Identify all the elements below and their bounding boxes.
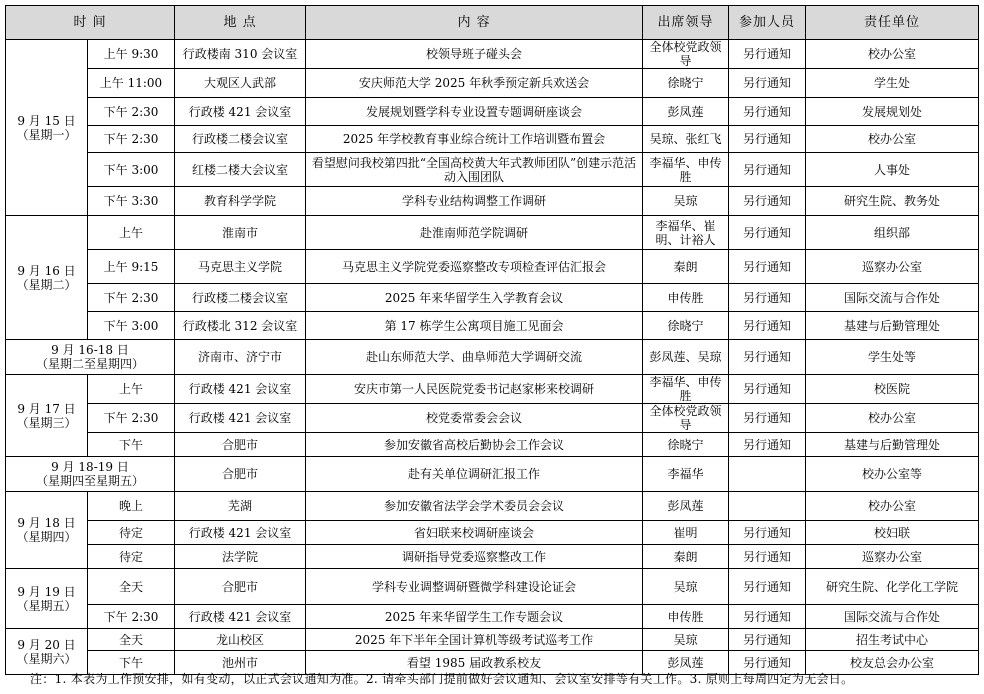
weekday-label: （星期二至星期四） xyxy=(36,357,145,371)
table-row xyxy=(6,629,979,651)
leader-cell: 彭凤莲 xyxy=(643,651,729,675)
place-cell: 济南市、济宁市 xyxy=(175,340,306,375)
content-cell: 安庆师范大学 2025 年秋季预定新兵欢送会 xyxy=(306,69,643,98)
time-cell: 待定 xyxy=(88,521,175,545)
content-cell: 校党委常委会会议 xyxy=(306,404,643,433)
place-cell: 行政楼北 312 会议室 xyxy=(175,312,306,340)
attendees-cell xyxy=(729,457,806,492)
content-cell: 2025 年学校教育事业综合统计工作培训暨布置会 xyxy=(306,126,643,153)
date-cell xyxy=(6,629,88,675)
unit-cell: 发展规划处 xyxy=(806,98,979,126)
content-cell: 学科专业调整调研暨微学科建设论证会 xyxy=(306,569,643,605)
content-cell: 2025 年下半年全国计算机等级考试巡考工作 xyxy=(306,629,643,651)
place-cell: 池州市 xyxy=(175,651,306,675)
unit-cell: 校办公室等 xyxy=(806,457,979,492)
date-label: 9 月 16 日 xyxy=(17,263,76,278)
attendees-cell: 另行通知 xyxy=(729,605,806,629)
table-row xyxy=(6,404,979,433)
unit-cell: 基建与后勤管理处 xyxy=(806,312,979,340)
leader-cell: 吴琼 xyxy=(643,629,729,651)
place-cell: 行政楼二楼会议室 xyxy=(175,284,306,312)
leader-cell: 徐晓宁 xyxy=(643,312,729,340)
content-cell: 安庆市第一人民医院党委书记赵家彬来校调研 xyxy=(306,375,643,404)
table-row xyxy=(6,492,979,521)
leader-cell: 申传胜 xyxy=(643,605,729,629)
leader-cell: 吴琼 xyxy=(643,187,729,216)
time-cell: 上午 9:15 xyxy=(88,250,175,284)
table-row xyxy=(6,545,979,569)
attendees-cell: 另行通知 xyxy=(729,284,806,312)
unit-cell: 校办公室 xyxy=(806,126,979,153)
table-row xyxy=(6,375,979,404)
place-cell: 大观区人武部 xyxy=(175,69,306,98)
weekday-label: （星期三） xyxy=(16,415,77,430)
attendees-cell: 另行通知 xyxy=(729,250,806,284)
time-cell: 全天 xyxy=(88,569,175,605)
content-cell: 发展规划暨学科专业设置专题调研座谈会 xyxy=(306,98,643,126)
unit-cell: 校医院 xyxy=(806,375,979,404)
unit-cell: 学生处等 xyxy=(806,340,979,375)
place-cell: 合肥市 xyxy=(175,457,306,492)
attendees-cell: 另行通知 xyxy=(729,651,806,675)
attendees-cell: 另行通知 xyxy=(729,545,806,569)
date-label: 9 月 15 日 xyxy=(17,113,76,128)
leader-cell: 徐晓宁 xyxy=(643,433,729,457)
place-cell: 芜湖 xyxy=(175,492,306,521)
date-cell xyxy=(6,375,88,457)
place-cell: 行政楼 421 会议室 xyxy=(175,98,306,126)
date-label: 9 月 20 日 xyxy=(17,637,76,652)
attendees-cell: 另行通知 xyxy=(729,69,806,98)
leader-cell: 吴琼、张红飞 xyxy=(643,126,729,153)
header-place: 地 点 xyxy=(175,6,306,40)
place-cell: 红楼二楼大会议室 xyxy=(175,153,306,187)
table-row xyxy=(6,521,979,545)
date-cell xyxy=(6,40,88,216)
place-cell: 淮南市 xyxy=(175,216,306,250)
content-cell: 第 17 栋学生公寓项目施工见面会 xyxy=(306,312,643,340)
table-row xyxy=(6,284,979,312)
unit-cell: 基建与后勤管理处 xyxy=(806,433,979,457)
date-label: 9 月 19 日 xyxy=(17,584,76,599)
place-cell: 法学院 xyxy=(175,545,306,569)
leader-cell: 吴琼 xyxy=(643,569,729,605)
leader-cell: 全体校党政领导 xyxy=(643,40,729,69)
table-row xyxy=(6,340,979,375)
unit-cell: 校办公室 xyxy=(806,492,979,521)
time-cell: 下午 3:30 xyxy=(88,187,175,216)
date-label: 9 月 16-18 日 xyxy=(51,343,129,357)
time-cell: 下午 2:30 xyxy=(88,605,175,629)
footnote: 注：1. 本表为工作预安排，如有变动，以正式会议通知为准。2. 请牵头部门提前做好会议通知、会议室安排等有关工作。3. 原则上每周四定为无会日。 xyxy=(30,672,854,686)
place-cell: 行政楼 421 会议室 xyxy=(175,404,306,433)
table-row xyxy=(6,312,979,340)
place-cell: 马克思主义学院 xyxy=(175,250,306,284)
content-cell: 调研指导党委巡察整改工作 xyxy=(306,545,643,569)
unit-cell: 国际交流与合作处 xyxy=(806,284,979,312)
attendees-cell xyxy=(729,492,806,521)
unit-cell: 校办公室 xyxy=(806,40,979,69)
attendees-cell: 另行通知 xyxy=(729,340,806,375)
date-cell xyxy=(6,492,88,569)
time-cell: 下午 2:30 xyxy=(88,98,175,126)
content-cell: 赴淮南师范学院调研 xyxy=(306,216,643,250)
attendees-cell: 另行通知 xyxy=(729,216,806,250)
time-cell: 下午 3:00 xyxy=(88,312,175,340)
date-cell xyxy=(6,457,175,492)
header-attendees: 参加人员 xyxy=(729,6,806,40)
weekday-label: （星期六） xyxy=(16,651,77,666)
leader-cell: 徐晓宁 xyxy=(643,69,729,98)
date-label: 9 月 18-19 日 xyxy=(51,460,129,474)
content-cell: 学科专业结构调整工作调研 xyxy=(306,187,643,216)
content-cell: 参加安徽省高校后勤协会工作会议 xyxy=(306,433,643,457)
unit-cell: 巡察办公室 xyxy=(806,545,979,569)
content-cell: 看望慰问我校第四批“全国高校黄大年式教师团队”创建示范活动入围团队 xyxy=(306,153,643,187)
table-row xyxy=(6,569,979,605)
leader-cell: 崔明 xyxy=(643,521,729,545)
time-cell: 全天 xyxy=(88,629,175,651)
header-row xyxy=(6,6,979,40)
attendees-cell: 另行通知 xyxy=(729,404,806,433)
date-cell xyxy=(6,216,88,340)
weekday-label: （星期四） xyxy=(16,530,77,544)
attendees-cell: 另行通知 xyxy=(729,433,806,457)
content-cell: 赴山东师范大学、曲阜师范大学调研交流 xyxy=(306,340,643,375)
schedule-body xyxy=(6,40,979,675)
time-cell: 上午 9:30 xyxy=(88,40,175,69)
header-unit: 责任单位 xyxy=(806,6,979,40)
leader-cell: 李福华、申传胜 xyxy=(643,153,729,187)
time-cell: 下午 2:30 xyxy=(88,404,175,433)
unit-cell: 巡察办公室 xyxy=(806,250,979,284)
date-label: 9 月 17 日 xyxy=(17,401,76,416)
place-cell: 龙山校区 xyxy=(175,629,306,651)
time-cell: 下午 2:30 xyxy=(88,284,175,312)
attendees-cell: 另行通知 xyxy=(729,40,806,69)
weekday-label: （星期五） xyxy=(16,598,77,613)
time-cell: 下午 3:00 xyxy=(88,153,175,187)
header-content: 内 容 xyxy=(306,6,643,40)
attendees-cell: 另行通知 xyxy=(729,569,806,605)
unit-cell: 校友总会办公室 xyxy=(806,651,979,675)
attendees-cell: 另行通知 xyxy=(729,521,806,545)
unit-cell: 人事处 xyxy=(806,153,979,187)
content-cell: 参加安徽省法学会学术委员会会议 xyxy=(306,492,643,521)
table-row xyxy=(6,457,979,492)
content-cell: 校领导班子碰头会 xyxy=(306,40,643,69)
attendees-cell: 另行通知 xyxy=(729,153,806,187)
time-cell: 上午 xyxy=(88,375,175,404)
time-cell: 下午 2:30 xyxy=(88,126,175,153)
date-cell xyxy=(6,340,175,375)
attendees-cell: 另行通知 xyxy=(729,629,806,651)
content-cell: 赴有关单位调研汇报工作 xyxy=(306,457,643,492)
content-cell: 2025 年来华留学生入学教育会议 xyxy=(306,284,643,312)
place-cell: 合肥市 xyxy=(175,569,306,605)
time-cell: 上午 11:00 xyxy=(88,69,175,98)
place-cell: 行政楼 421 会议室 xyxy=(175,605,306,629)
place-cell: 行政楼 421 会议室 xyxy=(175,521,306,545)
header-time: 时 间 xyxy=(6,6,175,40)
leader-cell: 全体校党政领导 xyxy=(643,404,729,433)
time-cell: 晚上 xyxy=(88,492,175,521)
unit-cell: 组织部 xyxy=(806,216,979,250)
place-cell: 教育科学学院 xyxy=(175,187,306,216)
date-label: 9 月 18 日 xyxy=(17,516,76,530)
table-row xyxy=(6,69,979,98)
unit-cell: 校办公室 xyxy=(806,404,979,433)
place-cell: 行政楼 421 会议室 xyxy=(175,375,306,404)
leader-cell: 彭凤莲 xyxy=(643,98,729,126)
schedule-table xyxy=(5,5,979,675)
time-cell: 待定 xyxy=(88,545,175,569)
unit-cell: 校妇联 xyxy=(806,521,979,545)
unit-cell: 研究生院、教务处 xyxy=(806,187,979,216)
content-cell: 2025 年来华留学生工作专题会议 xyxy=(306,605,643,629)
table-row xyxy=(6,98,979,126)
leader-cell: 彭凤莲、吴琼 xyxy=(643,340,729,375)
unit-cell: 研究生院、化学化工学院 xyxy=(806,569,979,605)
table-row xyxy=(6,126,979,153)
leader-cell: 李福华、申传胜 xyxy=(643,375,729,404)
table-row xyxy=(6,40,979,69)
place-cell: 合肥市 xyxy=(175,433,306,457)
content-cell: 马克思主义学院党委巡察整改专项检查评估汇报会 xyxy=(306,250,643,284)
place-cell: 行政楼南 310 会议室 xyxy=(175,40,306,69)
weekday-label: （星期四至星期五） xyxy=(36,474,145,488)
table-row xyxy=(6,187,979,216)
time-cell: 上午 xyxy=(88,216,175,250)
attendees-cell: 另行通知 xyxy=(729,375,806,404)
leader-cell: 李福华 xyxy=(643,457,729,492)
leader-cell: 秦朗 xyxy=(643,545,729,569)
table-row xyxy=(6,250,979,284)
weekday-label: （星期一） xyxy=(16,127,77,142)
attendees-cell: 另行通知 xyxy=(729,126,806,153)
table-row xyxy=(6,433,979,457)
unit-cell: 招生考试中心 xyxy=(806,629,979,651)
table-row xyxy=(6,605,979,629)
content-cell: 看望 1985 届政教系校友 xyxy=(306,651,643,675)
content-cell: 省妇联来校调研座谈会 xyxy=(306,521,643,545)
time-cell: 下午 xyxy=(88,433,175,457)
unit-cell: 学生处 xyxy=(806,69,979,98)
leader-cell: 秦朗 xyxy=(643,250,729,284)
attendees-cell: 另行通知 xyxy=(729,312,806,340)
leader-cell: 申传胜 xyxy=(643,284,729,312)
table-row xyxy=(6,216,979,250)
unit-cell: 国际交流与合作处 xyxy=(806,605,979,629)
leader-cell: 彭凤莲 xyxy=(643,492,729,521)
attendees-cell: 另行通知 xyxy=(729,98,806,126)
header-leader: 出席领导 xyxy=(643,6,729,40)
time-cell: 下午 xyxy=(88,651,175,675)
table-row xyxy=(6,153,979,187)
attendees-cell: 另行通知 xyxy=(729,187,806,216)
weekday-label: （星期二） xyxy=(16,277,77,292)
place-cell: 行政楼二楼会议室 xyxy=(175,126,306,153)
leader-cell: 李福华、崔明、计裕人 xyxy=(643,216,729,250)
date-cell xyxy=(6,569,88,629)
